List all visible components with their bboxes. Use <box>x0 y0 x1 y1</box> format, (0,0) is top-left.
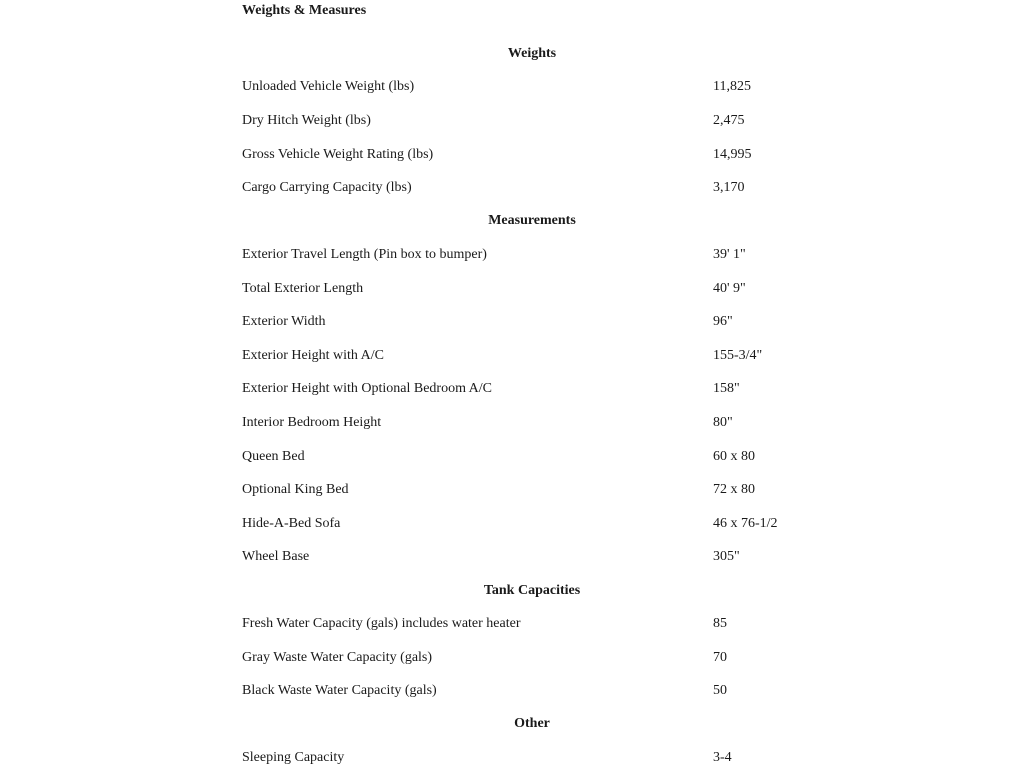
spec-row <box>242 246 822 264</box>
spec-value: 14,995 <box>713 147 752 162</box>
spec-label: Exterior Width <box>242 314 326 329</box>
spec-row <box>242 179 822 197</box>
section-heading-tank-capacities: Tank Capacities <box>483 583 581 598</box>
spec-row <box>242 414 822 432</box>
spec-value: 85 <box>713 616 727 631</box>
spec-value: 40' 9" <box>713 281 746 296</box>
spec-label: Exterior Height with Optional Bedroom A/C <box>242 381 493 396</box>
spec-label: Gray Waste Water Capacity (gals) <box>242 650 433 665</box>
spec-value: 72 x 80 <box>713 482 755 497</box>
spec-label: Dry Hitch Weight (lbs) <box>242 113 371 128</box>
spec-row <box>242 380 822 398</box>
spec-value: 60 x 80 <box>713 449 755 464</box>
spec-value: 2,475 <box>713 113 745 128</box>
section-heading-other: Other <box>514 716 550 731</box>
spec-label: Interior Bedroom Height <box>242 415 382 430</box>
spec-value: 50 <box>713 683 727 698</box>
section-heading-measurements: Measurements <box>488 213 576 228</box>
spec-label: Gross Vehicle Weight Rating (lbs) <box>242 147 434 162</box>
spec-value: 305" <box>713 549 740 564</box>
spec-value: 96" <box>713 314 733 329</box>
spec-label: Wheel Base <box>242 549 310 564</box>
spec-label: Exterior Travel Length (Pin box to bumper) <box>242 247 487 262</box>
spec-label: Hide-A-Bed Sofa <box>242 516 341 531</box>
spec-label: Sleeping Capacity <box>242 750 345 765</box>
spec-row <box>242 347 822 365</box>
spec-label: Fresh Water Capacity (gals) includes water heater <box>242 616 521 631</box>
spec-label: Exterior Height with A/C <box>242 348 384 363</box>
spec-label: Black Waste Water Capacity (gals) <box>242 683 437 698</box>
spec-row <box>242 548 822 566</box>
section-heading-weights: Weights <box>507 46 557 61</box>
spec-label: Optional King Bed <box>242 482 349 497</box>
spec-row <box>242 615 822 633</box>
document-title: Weights & Measures <box>242 3 367 18</box>
spec-row <box>242 448 822 466</box>
spec-row <box>242 146 822 164</box>
spec-value: 11,825 <box>713 79 751 94</box>
spec-value: 80" <box>713 415 733 430</box>
spec-row <box>242 112 822 130</box>
spec-value: 3-4 <box>713 750 732 765</box>
spec-row <box>242 481 822 499</box>
spec-value: 39' 1" <box>713 247 746 262</box>
spec-value: 70 <box>713 650 727 665</box>
spec-value: 158" <box>713 381 740 396</box>
spec-label: Queen Bed <box>242 449 305 464</box>
spec-row <box>242 78 822 96</box>
spec-row <box>242 649 822 667</box>
spec-value: 3,170 <box>713 180 745 195</box>
spec-row <box>242 515 822 533</box>
spec-value: 46 x 76-1/2 <box>713 516 778 531</box>
spec-row <box>242 313 822 331</box>
spec-label: Total Exterior Length <box>242 281 364 296</box>
spec-label: Unloaded Vehicle Weight (lbs) <box>242 79 415 94</box>
spec-row <box>242 682 822 700</box>
spec-label: Cargo Carrying Capacity (lbs) <box>242 180 412 195</box>
spec-row <box>242 749 822 767</box>
spec-value: 155-3/4" <box>713 348 763 363</box>
spec-row <box>242 280 822 298</box>
